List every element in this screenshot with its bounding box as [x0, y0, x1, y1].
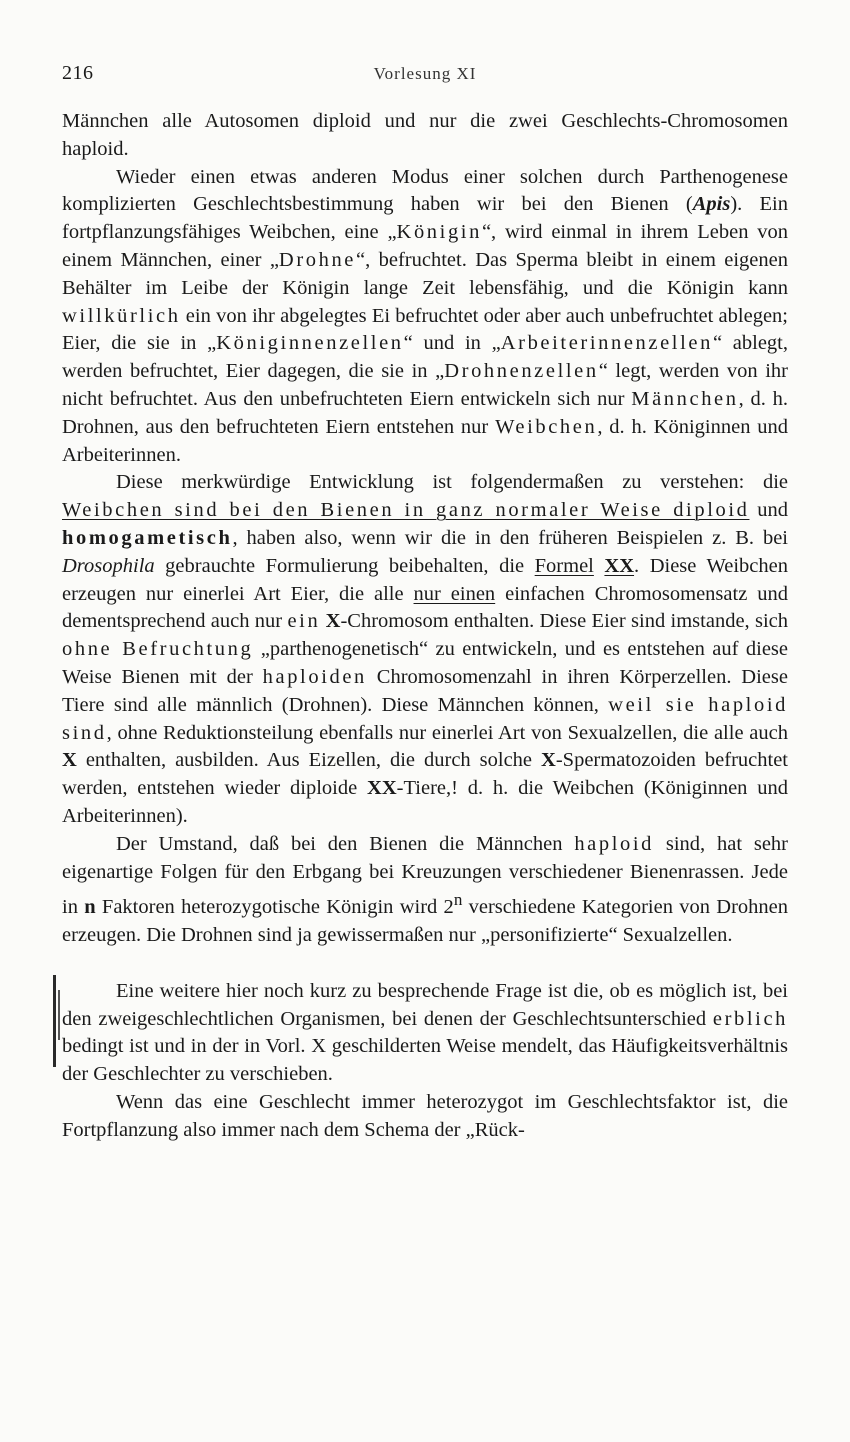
paragraph-3: Diese merkwürdige Entwicklung ist folgendermaßen zu verstehen: die Weibchen sind bei den Bienen in ganz normaler Weise diploid und homogametisch, haben also, wenn wir die in den früheren Beispielen z. B. bei Drosophila gebrauchte Formulierung beibehalten, die Formel XX. Diese Weibchen erzeugen nur einerlei Art Eier, die alle nur einen einfachen Chromosomensatz und dementsprechend auch nur ein X-Chromosom enthalten. Diese Eier sind imstande, sich ohne Befruchtung „parthenogenetisch“ zu entwickeln, und es entstehen auf diese Weise Bienen mit der haploiden Chromosomenzahl in ihren Körperzellen. Diese Tiere sind alle männlich (Drohnen). Diese Männchen können, weil sie haploid sind, ohne Reduktionsteilung ebenfalls nur einerlei Art von Sexualzellen, die alle auch X enthalten, ausbilden. Aus Eizellen, die durch solche X-Spermatozoiden befruchtet werden, entstehen wieder diploide XX-Tiere,! d. h. die Weibchen (Königinnen und Arbeiterinnen). [62, 471, 789, 827]
page-header [62, 62, 788, 86]
term-haploiden: haploiden [262, 665, 367, 688]
body-text [62, 108, 788, 1145]
term-xx: XX [367, 777, 397, 800]
term-x: X [541, 749, 556, 772]
term-drosophila: Drosophila [62, 554, 155, 577]
margin-pencil-mark-secondary [58, 990, 60, 1040]
term-ohne-befruchtung: ohne Befruchtung [62, 638, 254, 661]
term-weibchen: Weibchen [495, 415, 598, 438]
term-koenigin: Königin [396, 221, 482, 244]
term-n: n [84, 896, 96, 919]
term-weibchen-diploid: Weibchen sind bei den Bienen in ganz normaler Weise diploid [62, 499, 750, 522]
paragraph-6: Wenn das eine Geschlecht immer heterozygot im Geschlechtsfaktor ist, die Fortpflanzung also immer nach dem Schema der „Rück- [62, 1090, 788, 1141]
term-homogametisch: homogametisch [62, 526, 233, 549]
superscript-n: n [453, 890, 463, 910]
page-number: 216 [62, 62, 94, 84]
term-erblich: erblich [712, 1007, 788, 1030]
term-ein: ein [287, 610, 321, 633]
margin-pencil-mark [53, 975, 56, 1067]
term-x: X [62, 749, 77, 772]
term-maennchen: Männchen [631, 387, 739, 410]
term-haploid: haploid [574, 832, 655, 855]
paragraph-5: Eine weitere hier noch kurz zu besprechende Frage ist die, ob es möglich ist, bei den zweigeschlechtlichen Organismen, bei denen der Geschlechtsunterschied erblich bedingt ist und in der in Vorl. X geschilderten Weise mendelt, das Häufigkeitsverhältnis der Geschlechter zu verschieben. [62, 979, 788, 1086]
term-koeniginnenzellen: Königinnenzellen [216, 332, 404, 355]
term-formel: Formel [534, 554, 594, 577]
term-willkuerlich: willkürlich [62, 304, 181, 327]
paragraph-2: Wieder einen etwas anderen Modus einer solchen durch Parthenogenese komplizierten Geschlechtsbestimmung haben wir bei den Bienen (Apis). Ein fortpflanzungsfähiges Weibchen, eine „Königin“, wird einmal in ihrem Leben von einem Männchen, einer „Drohne“, befruchtet. Das Sperma bleibt in einem eigenen Behälter im Leibe der Königin lange Zeit lebensfähig, und die Königin kann willkürlich ein von ihr abgelegtes Ei befruchtet oder aber auch unbefruchtet ablegen; Eier, die sie in „Königinnenzellen“ und in „Arbeiterinnenzellen“ ablegt, werden befruchtet, Eier dagegen, die sie in „Drohnenzellen“ legt, werden von ihr nicht befruchtet. Aus den unbefruchteten Eiern entwickeln sich nur Männchen, d. h. Drohnen, aus den befruchteten Eiern entstehen nur Weibchen, d. h. Königinnen und Arbeiterinnen. [62, 165, 789, 466]
paragraph-4: Der Umstand, daß bei den Bienen die Männchen haploid sind, hat sehr eigenartige Folgen für den Erbgang bei Kreuzungen verschiedener Bienenrassen. Jede in n Faktoren heterozygotische Königin wird 2$^n$ verschiedene Kategorien von Drohnen erzeugen. Die Drohnen sind ja gewissermaßen nur „personifizierte“ Sexualzellen. [62, 832, 789, 946]
term-x: X [325, 610, 341, 633]
term-arbeiterinnenzellen: Arbeiterinnenzellen [500, 332, 713, 355]
term-weil-haploid: weil sie haploid sind [62, 693, 788, 744]
term-drohne: Drohne [278, 248, 357, 271]
term-drohnenzellen: Drohnenzellen [444, 360, 599, 383]
paragraph-1: Männchen alle Autosomen diploid und nur die zwei Geschlechts-Chromosomen haploid. [62, 110, 788, 160]
term-xx: XX [604, 554, 635, 577]
running-head: Vorlesung XI [373, 64, 477, 83]
term-apis: Apis [692, 193, 731, 216]
term-nur-einen: nur einen [413, 582, 496, 605]
